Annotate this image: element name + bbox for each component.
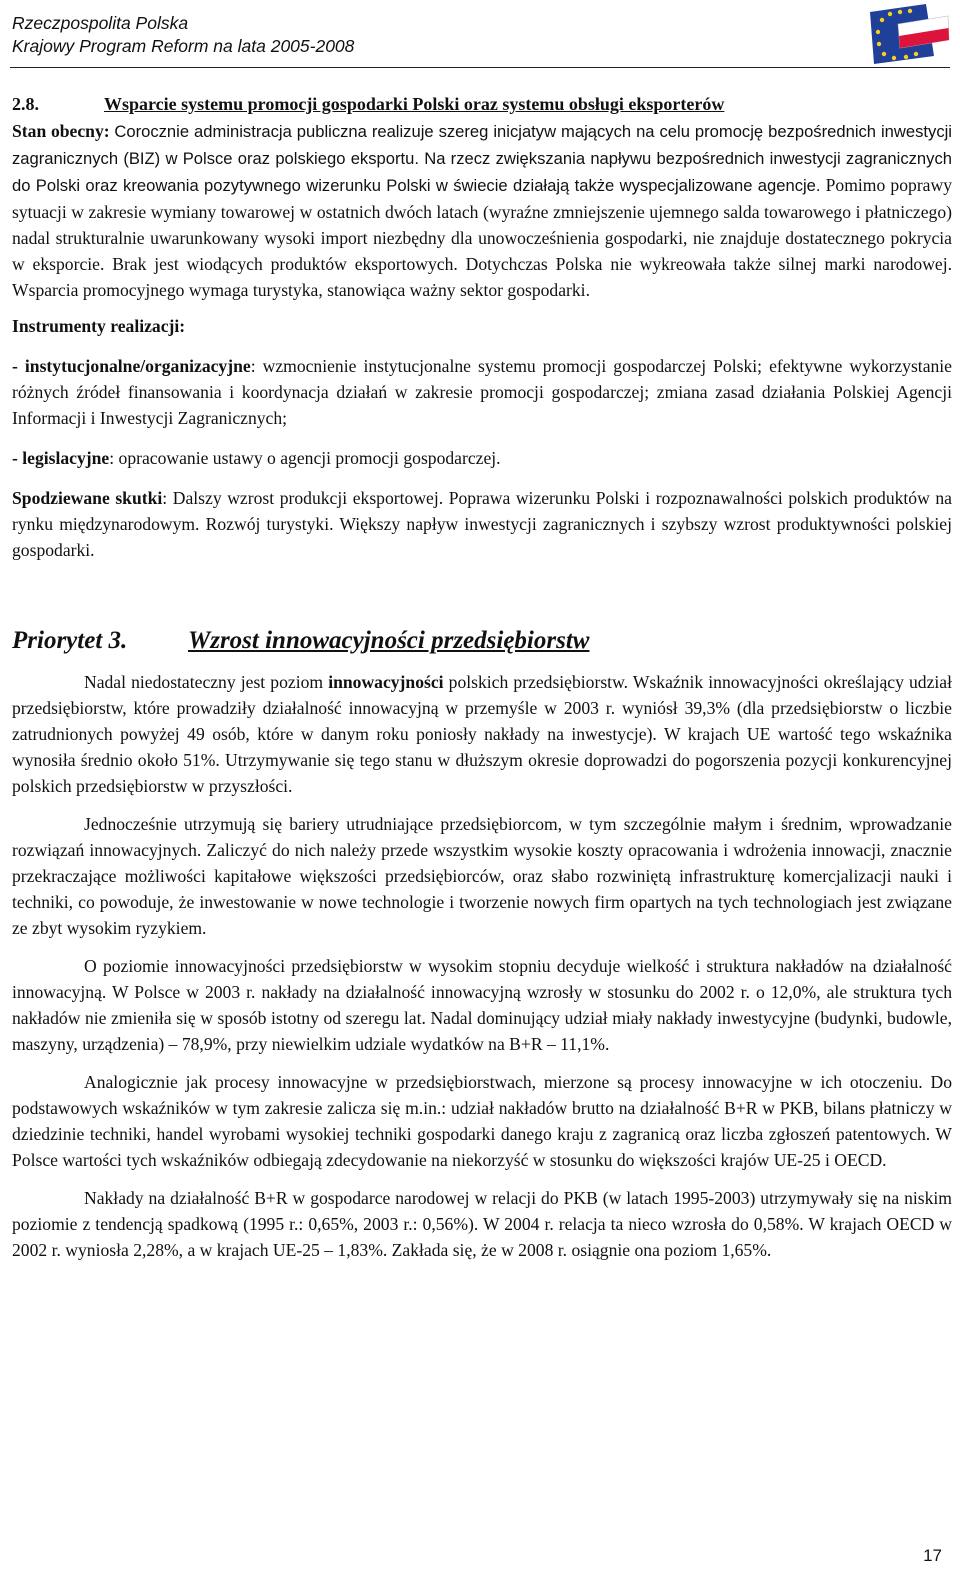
header-divider bbox=[10, 67, 950, 68]
priority-p1-bold: innowacyjności bbox=[328, 672, 444, 692]
priority-p1-start: Nadal niedostateczny jest poziom bbox=[84, 672, 329, 692]
priority-heading bbox=[12, 625, 952, 657]
section-heading bbox=[12, 90, 952, 118]
instrument-institutional-label: - instytucjonalne/organizacyjne bbox=[12, 356, 251, 376]
current-state-label: Stan obecny: bbox=[12, 121, 110, 141]
current-state-paragraph bbox=[12, 118, 952, 303]
priority-paragraph-3: O poziomie innowacyjności przedsiębiorstw w wysokim stopniu decyduje wielkość i struktura nakładów na działalność innowacyjną. W Polsce w 2003 r. nakłady na działalność innowacyjną wzrosły w stosunku do 2002 r. o 12,0%, ale struktura tych nakładów nie zmieniła się w sposób istotny od szeregu lat. Nadal dominujący udział miały nakłady inwestycyjne (budynki, budowle, maszyny, urządzenia) – 78,9%, przy niewielkim udziale wydatków na B+R – 11,1%. bbox=[12, 956, 952, 1054]
page-number: 17 bbox=[923, 1546, 942, 1565]
expected-effects-label: Spodziewane skutki bbox=[12, 488, 163, 508]
instrument-institutional bbox=[12, 353, 952, 431]
eu-poland-flag-icon bbox=[868, 2, 950, 66]
priority-paragraph-1 bbox=[12, 669, 952, 799]
expected-effects-text: : Dalszy wzrost produkcji eksportowej. Poprawa wizerunku Polski i rozpoznawalności polskich produktów na rynku międzynarodowym. Rozwój turystyki. Większy napływ inwestycji zagranicznych i szybszy wzrost produktywności polskiej gospodarki. bbox=[12, 488, 952, 560]
document-body bbox=[12, 90, 952, 1263]
instrument-institutional-text: : wzmocnienie instytucjonalne systemu promocji gospodarczej Polski; efektywne wykorzystanie różnych źródeł finansowania i koordynacja działań w zakresie promocji gospodarczej; zmiana zasad działania Polskiej Agencji Informacji i Inwestycji Zagranicznych; bbox=[12, 356, 952, 428]
priority-paragraph-4: Analogicznie jak procesy innowacyjne w przedsiębiorstwach, mierzone są procesy innowacyjne w ich otoczeniu. Do podstawowych wskaźników w tym zakresie zalicza się m.in.: udział nakładów brutto na działalność B+R w PKB, bilans płatniczy w dziedzinie techniki, handel wyrobami wysokiej techniki gospodarki danego kraju z zagranicą oraz liczba zgłoszeń patentowych. W Polsce wartości tych wskaźników odbiegają zdecydowanie na niekorzyść w stosunku do większości krajów UE-25 i OECD. bbox=[12, 1072, 952, 1170]
header-country: Rzeczpospolita Polska bbox=[12, 13, 189, 33]
header-text bbox=[12, 12, 354, 58]
priority-p1-end: polskich przedsiębiorstw. Wskaźnik innowacyjności określający udział przedsiębiorstw, które prowadziły działalność innowacyjną w przemyśle w 2003 r. wyniósł 39,3% (dla przedsiębiorstw o liczbie zatrudnionych powyżej 49 osób, które w danym roku poniosły nakłady na inwestycje). W krajach UE wartość tego wskaźnika wynosiła średnio około 51%. Utrzymywanie się tego stanu w dłuższym okresie doprowadzi do pogorszenia pozycji konkurencyjnej polskich przedsiębiorstw w przyszłości. bbox=[12, 672, 952, 796]
expected-effects-paragraph bbox=[12, 485, 952, 563]
instrument-legislative-text: : opracowanie ustawy o agencji promocji gospodarczej. bbox=[109, 448, 501, 468]
section-number: 2.8. bbox=[12, 94, 39, 114]
priority-title: Wzrost innowacyjności przedsiębiorstw bbox=[188, 627, 590, 654]
page-header bbox=[0, 0, 960, 70]
current-state-text-sans: Corocznie administracja publiczna realizuje szereg inicjatyw mających na celu promocję bezpośrednich inwestycji zagranicznych (BIZ) w Polsce oraz polskiego eksportu. Na rzecz zwiększania napływu bezpośrednich inwestycji zagranicznych do Polski oraz kreowania pozytywnego wizerunku Polski w świecie działają także wyspecjalizowane agencje. bbox=[12, 122, 952, 195]
header-program: Krajowy Program Reform na lata 2005-2008 bbox=[12, 36, 355, 56]
instruments-heading: Instrumenty realizacji: bbox=[12, 316, 186, 336]
current-state-text-serif: Pomimo poprawy sytuacji w zakresie wymiany towarowej w ostatnich dwóch latach (wyraźne zmniejszenie ujemnego salda towarowego i płatniczego) nadal strukturalnie uwarunkowany wysoki import niezbędny dla unowocześnienia gospodarki, nie znajduje dostatecznego pokrycia w eksporcie. Brak jest wiodących produktów eksportowych. Dotychczas Polska nie wykreowała także silnej marki narodowej. Wsparcia promocyjnego wymaga turystyka, stanowiąca ważny sektor gospodarki. bbox=[12, 175, 952, 300]
section-title: Wsparcie systemu promocji gospodarki Polski oraz systemu obsługi eksporterów bbox=[104, 94, 725, 114]
priority-paragraph-2: Jednocześnie utrzymują się bariery utrudniające przedsiębiorcom, w tym szczególnie małym i średnim, wprowadzanie rozwiązań innowacyjnych. Zaliczyć do nich należy przede wszystkim wysokie koszty opracowania i wdrożenia innowacji, znacznie przekraczające możliwości kapitałowe większości przedsiębiorców, oraz słabo rozwiniętą infrastrukturę komercjalizacji nauki i techniki, co powoduje, że inwestowanie w nowe technologie i tworzenie nowych firm opartych na tych technologiach jest związane ze zbyt wysokim ryzykiem. bbox=[12, 814, 952, 938]
instrument-legislative-label: - legislacyjne bbox=[12, 448, 110, 468]
priority-number: Priorytet 3. bbox=[12, 627, 128, 654]
priority-paragraph-5: Nakłady na działalność B+R w gospodarce narodowej w relacji do PKB (w latach 1995-2003) utrzymywały się na niskim poziomie z tendencją spadkową (1995 r.: 0,65%, 2003 r.: 0,56%). W 2004 r. relacja ta nieco wzrosła do 0,58%. W krajach OECD w 2002 r. wyniosła 2,28%, a w krajach UE-25 – 1,83%. Zakłada się, że w 2008 r. osiągnie ona poziom 1,65%. bbox=[12, 1188, 952, 1260]
instrument-legislative bbox=[12, 445, 952, 471]
